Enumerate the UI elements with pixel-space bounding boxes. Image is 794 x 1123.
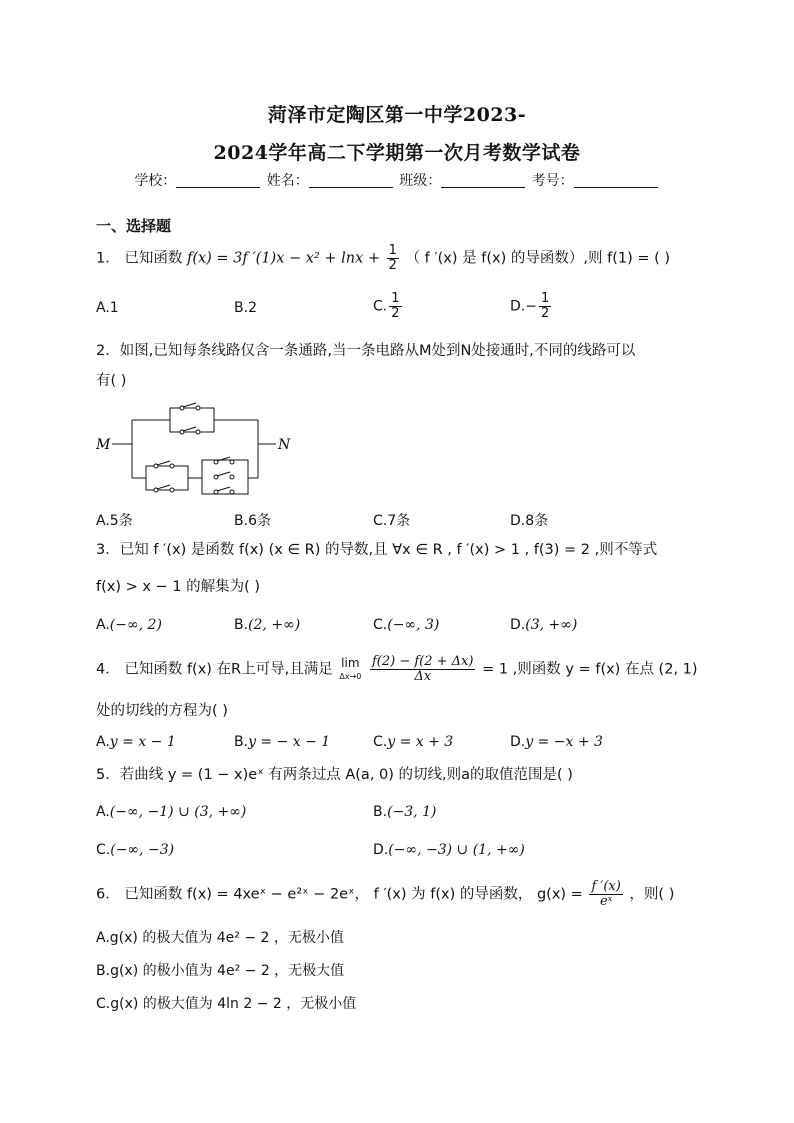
question-4-stem: 4． 已知函数 f(x) 在R上可导,且满足 lim Δx→0 $\frac{f(2) - f(2 + \Delta x)}{\Delta x}$ = 1 ,则函数 y = f(x) 在点 (2, 1) [96, 654, 698, 684]
label-n: N [278, 437, 291, 453]
question-text: 已知函数 [124, 250, 183, 267]
q5-option-c[interactable]: C.(−∞, −3) [96, 842, 175, 858]
question-3-stem-line2: f(x) > x − 1 的解集为( ) [96, 579, 261, 595]
q1-option-a[interactable]: A.1 [96, 300, 119, 316]
question-4-stem-line2: 处的切线的方程为( ) [96, 703, 228, 719]
question-1-stem [96, 244, 716, 273]
q4-option-b[interactable]: B.y = − x − 1 [234, 734, 331, 750]
exam-number-blank[interactable] [574, 173, 658, 188]
name-blank[interactable] [309, 173, 393, 188]
q3-option-b[interactable]: B.(2, +∞) [234, 617, 301, 633]
formula: f(x) = 3f ′(1)x − x² + lnx + [186, 250, 381, 267]
q3-option-c[interactable]: C.(−∞, 3) [373, 617, 440, 633]
q4-option-c[interactable]: C.y = x + 3 [373, 734, 454, 750]
school-label: 学校： [134, 173, 177, 189]
question-5-stem: 5．若曲线 y = (1 − x)eˣ 有两条过点 A(a, 0) 的切线,则a的取值范围是( ) [96, 767, 573, 783]
class-blank[interactable] [441, 173, 525, 188]
q6-option-b[interactable]: B.g(x) 的极小值为 4e² − 2 ，无极大值 [96, 963, 345, 979]
question-text: （ f ′(x) 是 f(x) 的导函数）,则 f(1) = ( ) [405, 250, 671, 267]
question-3-stem: 3．已知 f ′(x) 是函数 f(x) (x ∈ R) 的导数,且 ∀x ∈ R , f ′(x) > 1 , f(3) = 2 ,则不等式 [96, 542, 658, 558]
name-label: 姓名： [266, 173, 309, 189]
circuit-diagram [92, 400, 302, 500]
q5-option-b[interactable]: B.(−3, 1) [373, 804, 437, 820]
label-m: M [96, 437, 111, 453]
q3-option-d[interactable]: D.(3, +∞) [510, 617, 578, 633]
limit-expression: lim Δx→0 [339, 655, 362, 681]
section-title: 一、选择题 [96, 217, 172, 235]
q2-option-a[interactable]: A.5条 [96, 513, 133, 529]
question-2-stem: 2．如图,已知每条线路仅含一条通路,当一条电路从M处到N处接通时,不同的线路可以 [96, 343, 636, 359]
q1-option-d[interactable]: D.− $\frac{1}{2}$ [510, 291, 550, 321]
q4-option-d[interactable]: D.y = −x + 3 [510, 734, 603, 750]
question-number: 1． [96, 250, 120, 267]
q6-option-a[interactable]: A.g(x) 的极大值为 4e² − 2 ，无极小值 [96, 930, 344, 946]
exam-title-line2: 2024学年高二下学期第一次月考数学试卷 [213, 142, 581, 164]
exam-number-label: 考号： [531, 173, 574, 189]
fraction: $\frac{1}{2}$ [388, 243, 397, 273]
exam-title-line1: 菏泽市定陶区第一中学2023- [267, 104, 527, 126]
q1-option-b[interactable]: B.2 [234, 300, 257, 316]
q5-option-d[interactable]: D.(−∞, −3) ∪ (1, +∞) [373, 842, 525, 858]
q2-option-b[interactable]: B.6条 [234, 513, 271, 529]
q4-option-a[interactable]: A.y = x − 1 [96, 734, 176, 750]
q2-option-d[interactable]: D.8条 [510, 513, 549, 529]
school-blank[interactable] [176, 173, 260, 188]
q2-option-c[interactable]: C.7条 [373, 513, 411, 529]
question-2-stem-line2: 有( ) [96, 373, 127, 389]
class-label: 班级： [399, 173, 442, 189]
q1-option-c[interactable]: C. $\frac{1}{2}$ [373, 291, 400, 321]
q6-option-c[interactable]: C.g(x) 的极大值为 4ln 2 − 2 ，无极小值 [96, 996, 357, 1012]
q3-option-a[interactable]: A.(−∞, 2) [96, 617, 162, 633]
question-6-stem: 6． 已知函数 f(x) = 4xeˣ − e²ˣ − 2eˣ， f ′(x) 为 f(x) 的导函数， g(x) = $\frac{f '(x)}{\text{eˣ}}$ ，则( ) [96, 879, 675, 909]
student-info-row [0, 170, 794, 190]
q5-option-a[interactable]: A.(−∞, −1) ∪ (3, +∞) [96, 804, 247, 820]
